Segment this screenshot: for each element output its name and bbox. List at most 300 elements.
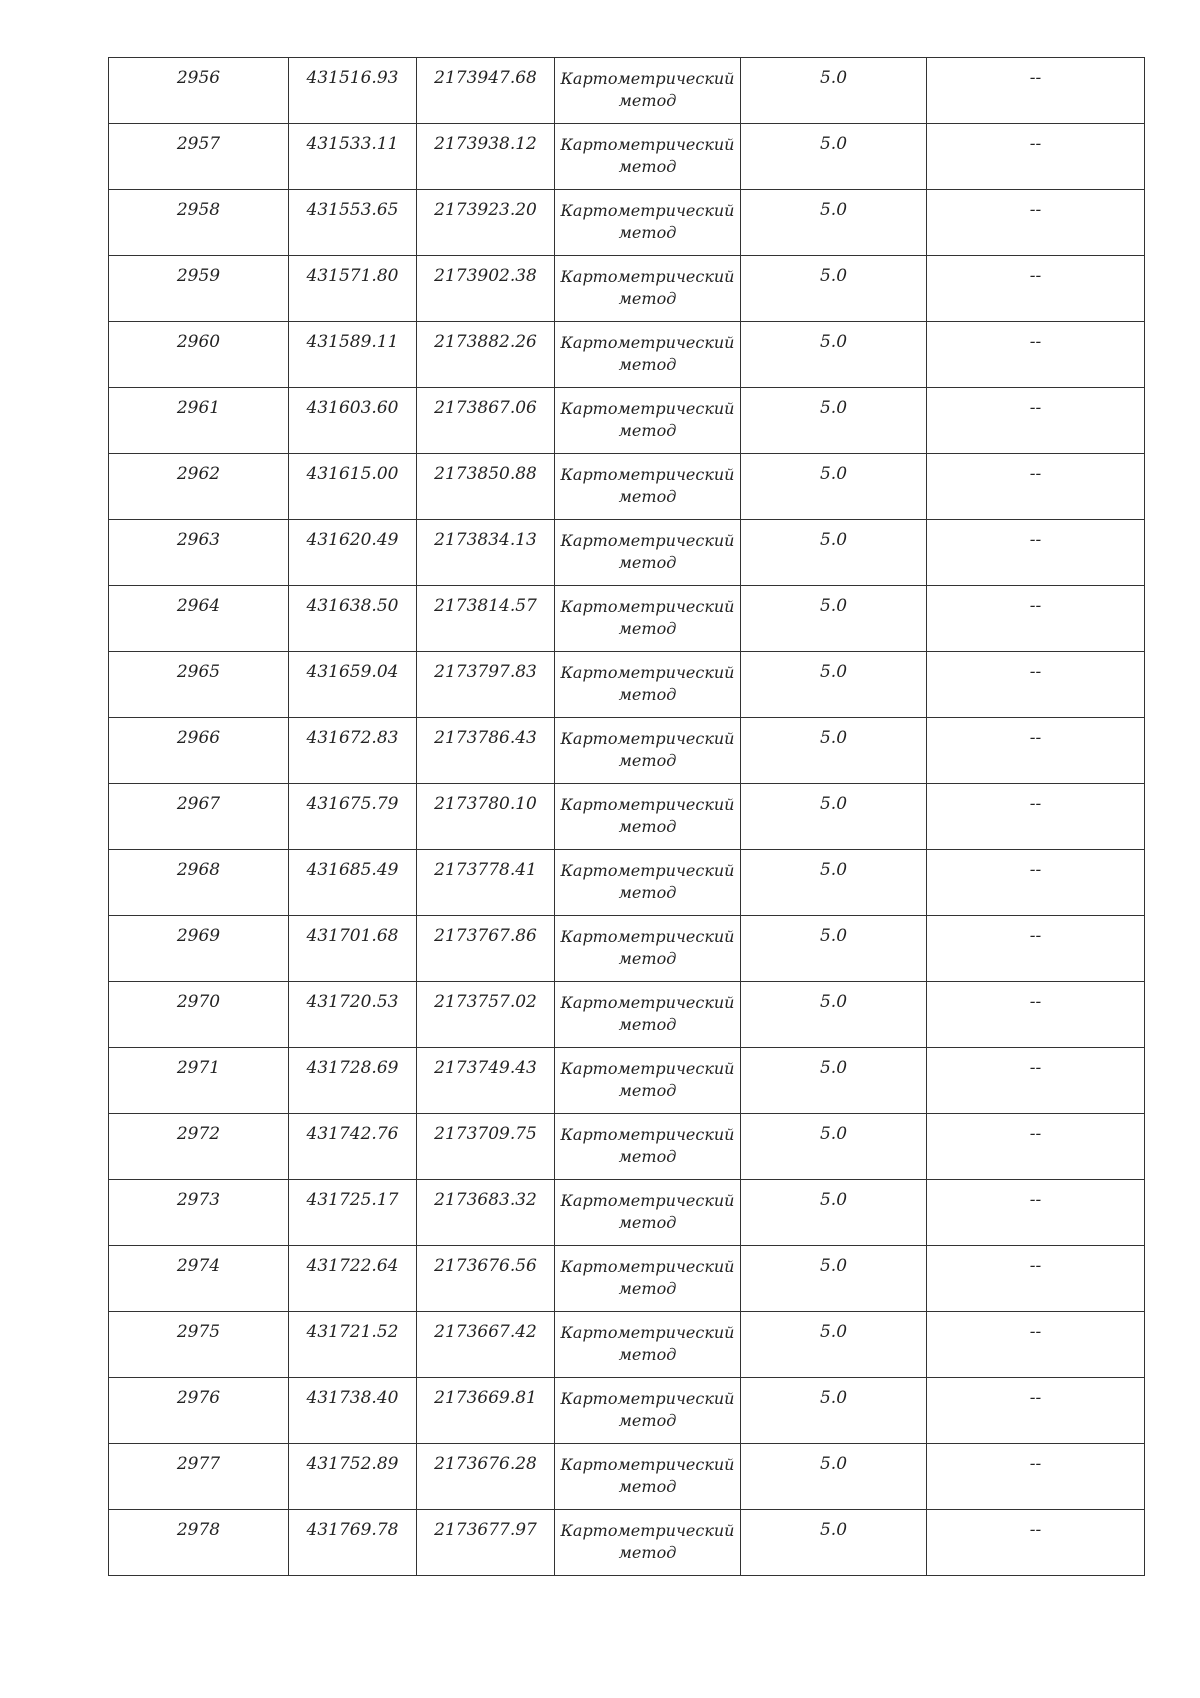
description-cell — [927, 718, 1145, 784]
method-line-1: Картометрический — [560, 1521, 735, 1540]
y-coordinate: 2173923.20 — [434, 200, 537, 220]
x-coordinate-cell — [289, 388, 417, 454]
x-coordinate: 431589.11 — [306, 332, 399, 352]
accuracy-cell — [741, 454, 927, 520]
method-line-2: метод — [618, 421, 677, 440]
accuracy-cell — [741, 784, 927, 850]
table-row — [109, 520, 1145, 586]
description-value: -- — [1029, 992, 1042, 1012]
y-coordinate: 2173667.42 — [434, 1322, 537, 1342]
point-number-cell — [109, 322, 289, 388]
method-line-1: Картометрический — [560, 993, 735, 1012]
method-line-2: метод — [618, 553, 677, 572]
point-number: 2962 — [176, 464, 221, 484]
description-cell — [927, 1114, 1145, 1180]
method-cell — [555, 1312, 741, 1378]
method-line-1: Картометрический — [560, 861, 735, 880]
method-cell — [555, 784, 741, 850]
method-line-1: Картометрический — [560, 333, 735, 352]
method-line-2: метод — [618, 619, 677, 638]
description-value: -- — [1029, 926, 1042, 946]
point-number: 2956 — [176, 68, 221, 88]
point-number: 2968 — [176, 860, 221, 880]
accuracy-value: 5.0 — [819, 1058, 848, 1078]
accuracy-cell — [741, 190, 927, 256]
method-cell — [555, 1114, 741, 1180]
table-row — [109, 916, 1145, 982]
x-coordinate-cell — [289, 1510, 417, 1576]
method-line-1: Картометрический — [560, 1323, 735, 1342]
point-number-cell — [109, 916, 289, 982]
point-number-cell — [109, 652, 289, 718]
accuracy-cell — [741, 1444, 927, 1510]
point-number-cell — [109, 1114, 289, 1180]
y-coordinate-cell — [417, 1312, 555, 1378]
description-value: -- — [1029, 1058, 1042, 1078]
accuracy-cell — [741, 1378, 927, 1444]
method-cell — [555, 256, 741, 322]
table-row — [109, 190, 1145, 256]
description-cell — [927, 322, 1145, 388]
point-number-cell — [109, 124, 289, 190]
y-coordinate: 2173814.57 — [434, 596, 537, 616]
accuracy-cell — [741, 1510, 927, 1576]
method-line-1: Картометрический — [560, 1455, 735, 1474]
description-value: -- — [1029, 1388, 1042, 1408]
point-number-cell — [109, 388, 289, 454]
x-coordinate: 431620.49 — [306, 530, 399, 550]
description-cell — [927, 190, 1145, 256]
description-cell — [927, 58, 1145, 124]
table-row — [109, 850, 1145, 916]
x-coordinate: 431516.93 — [306, 68, 399, 88]
y-coordinate: 2173757.02 — [434, 992, 537, 1012]
point-number-cell — [109, 1378, 289, 1444]
method-line-2: метод — [618, 751, 677, 770]
description-cell — [927, 1246, 1145, 1312]
x-coordinate: 431659.04 — [306, 662, 399, 682]
description-cell — [927, 1510, 1145, 1576]
x-coordinate: 431615.00 — [306, 464, 399, 484]
method-line-1: Картометрический — [560, 69, 735, 88]
method-line-1: Картометрический — [560, 1059, 735, 1078]
point-number: 2976 — [176, 1388, 221, 1408]
point-number-cell — [109, 454, 289, 520]
method-line-2: метод — [618, 487, 677, 506]
accuracy-value: 5.0 — [819, 794, 848, 814]
x-coordinate: 431738.40 — [306, 1388, 399, 1408]
method-cell — [555, 1378, 741, 1444]
table-row — [109, 718, 1145, 784]
point-number: 2978 — [176, 1520, 221, 1540]
description-value: -- — [1029, 200, 1042, 220]
method-cell — [555, 1510, 741, 1576]
method-line-2: метод — [618, 817, 677, 836]
accuracy-value: 5.0 — [819, 464, 848, 484]
y-coordinate-cell — [417, 1246, 555, 1312]
y-coordinate: 2173767.86 — [434, 926, 537, 946]
description-cell — [927, 1378, 1145, 1444]
x-coordinate: 431685.49 — [306, 860, 399, 880]
method-line-2: метод — [618, 355, 677, 374]
description-value: -- — [1029, 1256, 1042, 1276]
description-value: -- — [1029, 860, 1042, 880]
accuracy-cell — [741, 1180, 927, 1246]
method-line-2: метод — [618, 685, 677, 704]
description-cell — [927, 1444, 1145, 1510]
x-coordinate: 431769.78 — [306, 1520, 399, 1540]
x-coordinate: 431752.89 — [306, 1454, 399, 1474]
point-number-cell — [109, 190, 289, 256]
method-line-1: Картометрический — [560, 795, 735, 814]
y-coordinate-cell — [417, 982, 555, 1048]
method-cell — [555, 850, 741, 916]
y-coordinate-cell — [417, 520, 555, 586]
method-line-2: метод — [618, 1345, 677, 1364]
table-row — [109, 1444, 1145, 1510]
method-line-2: метод — [618, 1411, 677, 1430]
description-cell — [927, 916, 1145, 982]
point-number-cell — [109, 1510, 289, 1576]
y-coordinate-cell — [417, 1444, 555, 1510]
method-line-1: Картометрический — [560, 927, 735, 946]
point-number-cell — [109, 1444, 289, 1510]
y-coordinate-cell — [417, 586, 555, 652]
point-number: 2970 — [176, 992, 221, 1012]
method-cell — [555, 1180, 741, 1246]
x-coordinate: 431720.53 — [306, 992, 399, 1012]
x-coordinate-cell — [289, 1048, 417, 1114]
y-coordinate: 2173676.28 — [434, 1454, 537, 1474]
accuracy-cell — [741, 520, 927, 586]
point-number: 2961 — [176, 398, 221, 418]
point-number-cell — [109, 1246, 289, 1312]
description-value: -- — [1029, 1190, 1042, 1210]
method-cell — [555, 982, 741, 1048]
accuracy-cell — [741, 850, 927, 916]
x-coordinate-cell — [289, 784, 417, 850]
y-coordinate-cell — [417, 718, 555, 784]
x-coordinate-cell — [289, 1378, 417, 1444]
description-value: -- — [1029, 794, 1042, 814]
table-row — [109, 58, 1145, 124]
method-line-1: Картометрический — [560, 1125, 735, 1144]
accuracy-cell — [741, 322, 927, 388]
x-coordinate-cell — [289, 1312, 417, 1378]
description-value: -- — [1029, 1454, 1042, 1474]
point-number: 2965 — [176, 662, 221, 682]
point-number-cell — [109, 586, 289, 652]
accuracy-value: 5.0 — [819, 1520, 848, 1540]
y-coordinate: 2173786.43 — [434, 728, 537, 748]
table-row — [109, 1114, 1145, 1180]
method-line-1: Картометрический — [560, 1191, 735, 1210]
accuracy-value: 5.0 — [819, 1256, 848, 1276]
table-row — [109, 652, 1145, 718]
y-coordinate-cell — [417, 1114, 555, 1180]
accuracy-value: 5.0 — [819, 926, 848, 946]
method-line-2: метод — [618, 1279, 677, 1298]
y-coordinate: 2173882.26 — [434, 332, 537, 352]
accuracy-cell — [741, 388, 927, 454]
description-value: -- — [1029, 662, 1042, 682]
point-number-cell — [109, 784, 289, 850]
description-cell — [927, 1312, 1145, 1378]
method-line-2: метод — [618, 289, 677, 308]
table-row — [109, 322, 1145, 388]
y-coordinate-cell — [417, 322, 555, 388]
description-value: -- — [1029, 596, 1042, 616]
description-value: -- — [1029, 332, 1042, 352]
method-cell — [555, 388, 741, 454]
y-coordinate: 2173677.97 — [434, 1520, 537, 1540]
y-coordinate-cell — [417, 652, 555, 718]
point-number: 2973 — [176, 1190, 221, 1210]
y-coordinate: 2173683.32 — [434, 1190, 537, 1210]
point-number: 2957 — [176, 134, 221, 154]
y-coordinate-cell — [417, 124, 555, 190]
accuracy-value: 5.0 — [819, 530, 848, 550]
method-cell — [555, 652, 741, 718]
y-coordinate-cell — [417, 454, 555, 520]
table-row — [109, 1312, 1145, 1378]
accuracy-cell — [741, 1048, 927, 1114]
x-coordinate: 431571.80 — [306, 266, 399, 286]
method-cell — [555, 58, 741, 124]
x-coordinate: 431742.76 — [306, 1124, 399, 1144]
table-row — [109, 1510, 1145, 1576]
accuracy-cell — [741, 256, 927, 322]
method-cell — [555, 586, 741, 652]
table-row — [109, 454, 1145, 520]
x-coordinate-cell — [289, 1180, 417, 1246]
description-cell — [927, 850, 1145, 916]
description-cell — [927, 256, 1145, 322]
method-cell — [555, 1048, 741, 1114]
x-coordinate-cell — [289, 256, 417, 322]
x-coordinate-cell — [289, 190, 417, 256]
accuracy-value: 5.0 — [819, 332, 848, 352]
description-value: -- — [1029, 728, 1042, 748]
accuracy-cell — [741, 982, 927, 1048]
point-number: 2975 — [176, 1322, 221, 1342]
description-cell — [927, 388, 1145, 454]
accuracy-value: 5.0 — [819, 266, 848, 286]
method-cell — [555, 322, 741, 388]
x-coordinate-cell — [289, 850, 417, 916]
table-row — [109, 1246, 1145, 1312]
table-row — [109, 1378, 1145, 1444]
method-cell — [555, 916, 741, 982]
coordinates-table — [108, 57, 1145, 1576]
method-cell — [555, 190, 741, 256]
accuracy-value: 5.0 — [819, 596, 848, 616]
y-coordinate-cell — [417, 1510, 555, 1576]
point-number-cell — [109, 982, 289, 1048]
x-coordinate-cell — [289, 916, 417, 982]
point-number: 2971 — [176, 1058, 221, 1078]
x-coordinate-cell — [289, 520, 417, 586]
y-coordinate: 2173669.81 — [434, 1388, 537, 1408]
method-cell — [555, 454, 741, 520]
method-line-1: Картометрический — [560, 135, 735, 154]
accuracy-value: 5.0 — [819, 728, 848, 748]
method-line-1: Картометрический — [560, 597, 735, 616]
description-value: -- — [1029, 530, 1042, 550]
x-coordinate: 431533.11 — [306, 134, 399, 154]
y-coordinate: 2173938.12 — [434, 134, 537, 154]
y-coordinate-cell — [417, 916, 555, 982]
x-coordinate: 431728.69 — [306, 1058, 399, 1078]
method-line-2: метод — [618, 1213, 677, 1232]
method-cell — [555, 520, 741, 586]
accuracy-cell — [741, 586, 927, 652]
x-coordinate-cell — [289, 124, 417, 190]
point-number-cell — [109, 58, 289, 124]
point-number: 2959 — [176, 266, 221, 286]
y-coordinate: 2173902.38 — [434, 266, 537, 286]
y-coordinate-cell — [417, 784, 555, 850]
point-number: 2963 — [176, 530, 221, 550]
table-row — [109, 586, 1145, 652]
method-line-1: Картометрический — [560, 531, 735, 550]
method-line-2: метод — [618, 1477, 677, 1496]
x-coordinate-cell — [289, 586, 417, 652]
point-number: 2977 — [176, 1454, 221, 1474]
accuracy-value: 5.0 — [819, 662, 848, 682]
x-coordinate-cell — [289, 982, 417, 1048]
table-row — [109, 1048, 1145, 1114]
y-coordinate: 2173947.68 — [434, 68, 537, 88]
accuracy-value: 5.0 — [819, 1322, 848, 1342]
accuracy-cell — [741, 1114, 927, 1180]
point-number: 2974 — [176, 1256, 221, 1276]
x-coordinate: 431721.52 — [306, 1322, 399, 1342]
x-coordinate-cell — [289, 1114, 417, 1180]
method-cell — [555, 718, 741, 784]
method-cell — [555, 124, 741, 190]
table-row — [109, 124, 1145, 190]
method-line-2: метод — [618, 1015, 677, 1034]
description-value: -- — [1029, 134, 1042, 154]
point-number-cell — [109, 850, 289, 916]
method-line-1: Картометрический — [560, 1389, 735, 1408]
x-coordinate: 431672.83 — [306, 728, 399, 748]
point-number: 2964 — [176, 596, 221, 616]
point-number: 2967 — [176, 794, 221, 814]
accuracy-value: 5.0 — [819, 134, 848, 154]
description-cell — [927, 982, 1145, 1048]
table-row — [109, 982, 1145, 1048]
y-coordinate: 2173676.56 — [434, 1256, 537, 1276]
point-number-cell — [109, 1180, 289, 1246]
method-cell — [555, 1444, 741, 1510]
x-coordinate-cell — [289, 322, 417, 388]
x-coordinate-cell — [289, 58, 417, 124]
method-line-1: Картометрический — [560, 399, 735, 418]
x-coordinate-cell — [289, 1444, 417, 1510]
y-coordinate: 2173834.13 — [434, 530, 537, 550]
x-coordinate: 431725.17 — [306, 1190, 399, 1210]
accuracy-value: 5.0 — [819, 398, 848, 418]
table-row — [109, 1180, 1145, 1246]
y-coordinate-cell — [417, 256, 555, 322]
description-cell — [927, 652, 1145, 718]
accuracy-value: 5.0 — [819, 68, 848, 88]
description-cell — [927, 586, 1145, 652]
y-coordinate-cell — [417, 1048, 555, 1114]
point-number-cell — [109, 256, 289, 322]
x-coordinate: 431675.79 — [306, 794, 399, 814]
description-value: -- — [1029, 68, 1042, 88]
y-coordinate: 2173850.88 — [434, 464, 537, 484]
accuracy-value: 5.0 — [819, 1124, 848, 1144]
y-coordinate-cell — [417, 850, 555, 916]
y-coordinate: 2173867.06 — [434, 398, 537, 418]
point-number: 2972 — [176, 1124, 221, 1144]
point-number: 2969 — [176, 926, 221, 946]
accuracy-cell — [741, 916, 927, 982]
point-number: 2966 — [176, 728, 221, 748]
x-coordinate: 431603.60 — [306, 398, 399, 418]
y-coordinate-cell — [417, 1180, 555, 1246]
y-coordinate: 2173778.41 — [434, 860, 537, 880]
description-value: -- — [1029, 398, 1042, 418]
x-coordinate: 431722.64 — [306, 1256, 399, 1276]
method-line-2: метод — [618, 91, 677, 110]
y-coordinate: 2173780.10 — [434, 794, 537, 814]
accuracy-value: 5.0 — [819, 1454, 848, 1474]
description-value: -- — [1029, 1322, 1042, 1342]
x-coordinate-cell — [289, 652, 417, 718]
description-cell — [927, 454, 1145, 520]
point-number-cell — [109, 1048, 289, 1114]
x-coordinate-cell — [289, 454, 417, 520]
method-line-1: Картометрический — [560, 663, 735, 682]
point-number-cell — [109, 1312, 289, 1378]
table-row — [109, 784, 1145, 850]
description-cell — [927, 1048, 1145, 1114]
method-line-1: Картометрический — [560, 267, 735, 286]
x-coordinate-cell — [289, 1246, 417, 1312]
point-number-cell — [109, 718, 289, 784]
accuracy-cell — [741, 718, 927, 784]
method-line-2: метод — [618, 1543, 677, 1562]
accuracy-cell — [741, 652, 927, 718]
description-cell — [927, 784, 1145, 850]
accuracy-cell — [741, 58, 927, 124]
y-coordinate-cell — [417, 1378, 555, 1444]
point-number: 2958 — [176, 200, 221, 220]
y-coordinate: 2173797.83 — [434, 662, 537, 682]
accuracy-value: 5.0 — [819, 1388, 848, 1408]
accuracy-value: 5.0 — [819, 992, 848, 1012]
y-coordinate-cell — [417, 388, 555, 454]
table-body — [109, 58, 1145, 1576]
y-coordinate-cell — [417, 58, 555, 124]
description-value: -- — [1029, 266, 1042, 286]
y-coordinate-cell — [417, 190, 555, 256]
description-value: -- — [1029, 464, 1042, 484]
description-value: -- — [1029, 1520, 1042, 1540]
method-line-2: метод — [618, 1147, 677, 1166]
point-number-cell — [109, 520, 289, 586]
method-line-1: Картометрический — [560, 201, 735, 220]
accuracy-value: 5.0 — [819, 1190, 848, 1210]
accuracy-value: 5.0 — [819, 200, 848, 220]
method-cell — [555, 1246, 741, 1312]
description-cell — [927, 124, 1145, 190]
